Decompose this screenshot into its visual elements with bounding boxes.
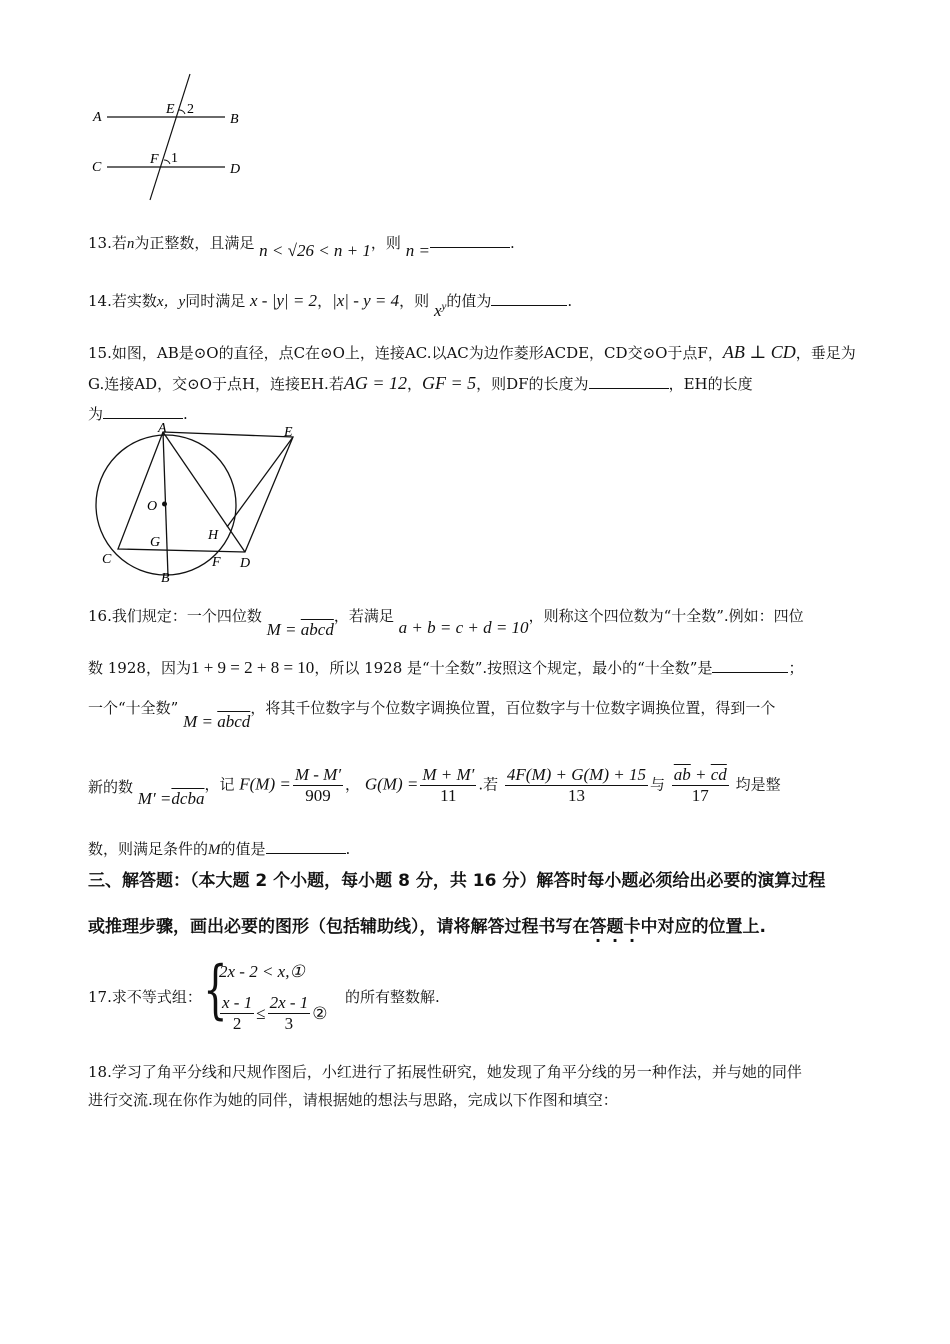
- q15-line3: 为: [88, 405, 104, 423]
- q17-brace: {: [203, 953, 228, 1027]
- q15-line2b: ，则DF的长度为: [476, 375, 589, 393]
- q16-p4c: ，: [345, 775, 361, 794]
- q15-gf: GF = 5: [421, 373, 477, 393]
- label-d: D: [230, 162, 241, 177]
- q17-inequality-1: 2x - 2 < x,①: [219, 962, 305, 981]
- question-16-line1: [88, 605, 804, 639]
- q16-abcd2: abcd: [217, 712, 251, 731]
- label-e: E: [284, 425, 293, 440]
- emphasis-char-3: 卡: [623, 917, 641, 937]
- line-eh: [227, 437, 293, 527]
- q16-p5a: 数，则满足条件的: [88, 840, 209, 858]
- q17-tail: 的所有整数解.: [345, 988, 440, 1006]
- q16-p4d: .若: [478, 775, 499, 794]
- emphasis-char-2: 题: [606, 917, 624, 937]
- question-16-line3: [88, 697, 776, 731]
- q17-right-num: 2x - 1: [269, 993, 309, 1012]
- q16-p1b: ，若满足: [333, 607, 394, 625]
- label-d: D: [240, 556, 251, 571]
- label-angle-1: 1: [171, 151, 178, 166]
- q16-cd: $\overline{cd}$: [710, 765, 727, 784]
- label-angle-2: 2: [187, 102, 194, 117]
- q16-ab: $\overline{ab}$: [673, 765, 691, 784]
- question-13: [88, 232, 515, 260]
- q16-g-frac: [420, 765, 476, 806]
- question-16-line4: [88, 765, 781, 806]
- label-c: C: [92, 160, 102, 175]
- q16-mprime-def: [138, 789, 205, 808]
- q16-dcba: dcba: [171, 788, 205, 808]
- q16-m-blank[interactable]: [266, 839, 346, 854]
- q14-eq1: x - |y| = 2: [249, 291, 318, 310]
- q16-f-num: M - M′: [294, 765, 342, 784]
- q13-text2: ，则: [370, 234, 401, 252]
- section-3-heading-line1: 三、解答题：（本大题 2 个小题，每小题 8 分，共 16 分）解答时每小题必须给出必要的演算过程: [88, 871, 826, 891]
- q16-expr-num: 4F(M) + G(M) + 15: [506, 765, 646, 784]
- q16-p3a: 一个“十全数”: [88, 699, 179, 717]
- rhombus-acde: [118, 432, 293, 552]
- q16-abcd: abcd: [300, 620, 334, 639]
- q15-perp: AB ⊥ CD: [722, 342, 796, 362]
- q16-mprime-eq: M′ =: [137, 788, 172, 808]
- q16-g-num: M + M′: [422, 765, 475, 784]
- q15-sep: ，: [406, 375, 422, 393]
- question-15: [88, 337, 868, 429]
- label-a: A: [93, 110, 102, 125]
- label-o: O: [147, 499, 158, 514]
- q16-f-lhs: F(M) =: [239, 774, 291, 794]
- q14-text3: 的值为: [446, 292, 492, 310]
- center-dot: [162, 502, 167, 507]
- q16-p4f: 均是整: [735, 775, 781, 794]
- q15-end: .: [183, 405, 188, 423]
- q16-m-def: [267, 620, 334, 639]
- q16-m-def2: [183, 712, 250, 731]
- q14-end: .: [567, 292, 573, 310]
- q15-line1: 15.如图，AB是⊙O的直径，点C在⊙O上，连接AC.以AC为边作菱形ACDE，CD交⊙O于点F，: [88, 344, 723, 362]
- q16-m-eq2: M =: [183, 712, 214, 731]
- q15-ag: AG = 12: [343, 373, 407, 393]
- q18-line2: 进行交流.现在你作为她的同伴，请根据她的想法与思路，完成以下作图和填空：: [88, 1091, 618, 1109]
- q16-p3b: ，将其千位数字与个位数字调换位置，百位数字与十位数字调换位置，得到一个: [250, 699, 776, 717]
- q16-p4b: ，记: [204, 775, 235, 794]
- q16-p2a: 数 1928，因为: [88, 659, 191, 677]
- q16-m-eq: M =: [266, 620, 297, 639]
- q14-text2: ，则: [399, 292, 430, 310]
- q16-end: .: [345, 840, 351, 858]
- q16-min-blank[interactable]: [712, 658, 788, 673]
- question-14: [88, 290, 573, 320]
- q13-end: .: [509, 234, 515, 252]
- label-c: C: [102, 552, 112, 567]
- q16-plus: +: [690, 765, 711, 784]
- q17-right-den: 3: [284, 1014, 294, 1033]
- q14-expr: [434, 301, 446, 320]
- q14-exponent: y: [441, 300, 447, 313]
- q14-num: 14.若实数: [88, 292, 157, 310]
- question-16-line5: [88, 838, 350, 859]
- q16-f-den: 909: [305, 786, 331, 805]
- angle-1-arc: [164, 160, 170, 164]
- q16-p1a: 16.我们规定：一个四位数: [88, 607, 262, 625]
- q16-expr-den: 13: [567, 786, 585, 805]
- label-e: E: [166, 102, 175, 117]
- q16-p4a: 新的数: [88, 777, 134, 796]
- q16-g-lhs: G(M) =: [364, 774, 419, 794]
- q17-left-den: 2: [232, 1014, 242, 1033]
- label-f: F: [212, 555, 221, 570]
- q17-inequality-2: [218, 993, 328, 1034]
- label-h: H: [208, 528, 219, 543]
- q15-line2a: ，垂足为G.连接AD，交⊙O于点H，连接EH.若: [88, 344, 856, 393]
- transversal-line: [150, 74, 190, 200]
- q16-g-den: 11: [440, 786, 457, 805]
- q16-p1c: ，则称这个四位数为“十全数”.例如：四位: [528, 607, 804, 625]
- q16-p4e: 与: [649, 775, 665, 794]
- q15-df-blank[interactable]: [589, 374, 669, 389]
- q17-right-frac: [268, 993, 311, 1034]
- q16-expr2-den: 17: [691, 786, 709, 805]
- q13-var: n: [126, 236, 135, 252]
- q14-answer-blank[interactable]: [491, 291, 567, 306]
- q13-num: 13.若: [88, 234, 127, 252]
- q16-p2b: ，所以 1928 是“十全数”.按照这个规定，最小的“十全数”是: [314, 659, 713, 677]
- parallel-lines-figure: [85, 70, 255, 205]
- q13-inequality: n < √26 < n + 1: [259, 241, 371, 260]
- label-b: B: [161, 571, 170, 586]
- q17-left-num: x - 1: [222, 993, 253, 1012]
- q13-text1: 为正整数，且满足: [134, 234, 255, 252]
- q17-mark-2: ②: [312, 1003, 328, 1023]
- q16-f-frac: [293, 765, 343, 806]
- label-f: F: [150, 152, 159, 167]
- q16-sum-eq: a + b = c + d = 10: [398, 618, 529, 637]
- q17-le: ≤: [256, 1003, 266, 1023]
- q18-line1: 18.学习了角平分线和尺规作图后，小红进行了拓展性研究，她发现了角平分线的另一种作法，并与她的同伴: [88, 1063, 802, 1081]
- q16-p2c: ；: [788, 659, 804, 677]
- q16-expr2-num: [672, 765, 729, 786]
- q15-eh-blank[interactable]: [103, 404, 183, 419]
- q14-comma: ，: [317, 292, 333, 310]
- label-g: G: [150, 535, 161, 550]
- circle-rhombus-figure: [95, 420, 310, 590]
- question-16-line2: [88, 657, 803, 678]
- section-3-line2b: 中对应的位置上.: [640, 917, 766, 937]
- label-b: B: [230, 112, 239, 127]
- q16-p5-m: M: [208, 842, 221, 858]
- q15-line2c: ，EH的长度: [668, 375, 753, 393]
- q13-answer-blank[interactable]: [430, 233, 510, 248]
- angle-2-arc: [179, 110, 185, 114]
- q13-answer-label: n =: [405, 241, 430, 260]
- label-a: A: [158, 421, 167, 436]
- q17-label: 17.求不等式组：: [88, 988, 202, 1006]
- q14-text1: 同时满足: [185, 292, 246, 310]
- section-3-line2a: 或推理步骤，画出必要的图形（包括辅助线），请将解答过程书写在: [88, 917, 590, 937]
- q16-p5b: 的值是: [220, 840, 266, 858]
- q16-expr2-frac: [672, 765, 729, 806]
- emphasis-char-1: 答: [589, 917, 607, 937]
- q14-vars: x，y: [156, 294, 186, 310]
- q16-example-eq: 1 + 9 = 2 + 8 = 10: [190, 658, 315, 677]
- q16-expr-frac: [505, 765, 648, 806]
- section-3-heading-line2: [88, 912, 766, 937]
- line-ad: [163, 432, 245, 552]
- q14-base: x: [433, 301, 442, 320]
- q14-eq2: |x| - y = 4: [332, 291, 400, 310]
- q17-left-frac: [220, 993, 254, 1034]
